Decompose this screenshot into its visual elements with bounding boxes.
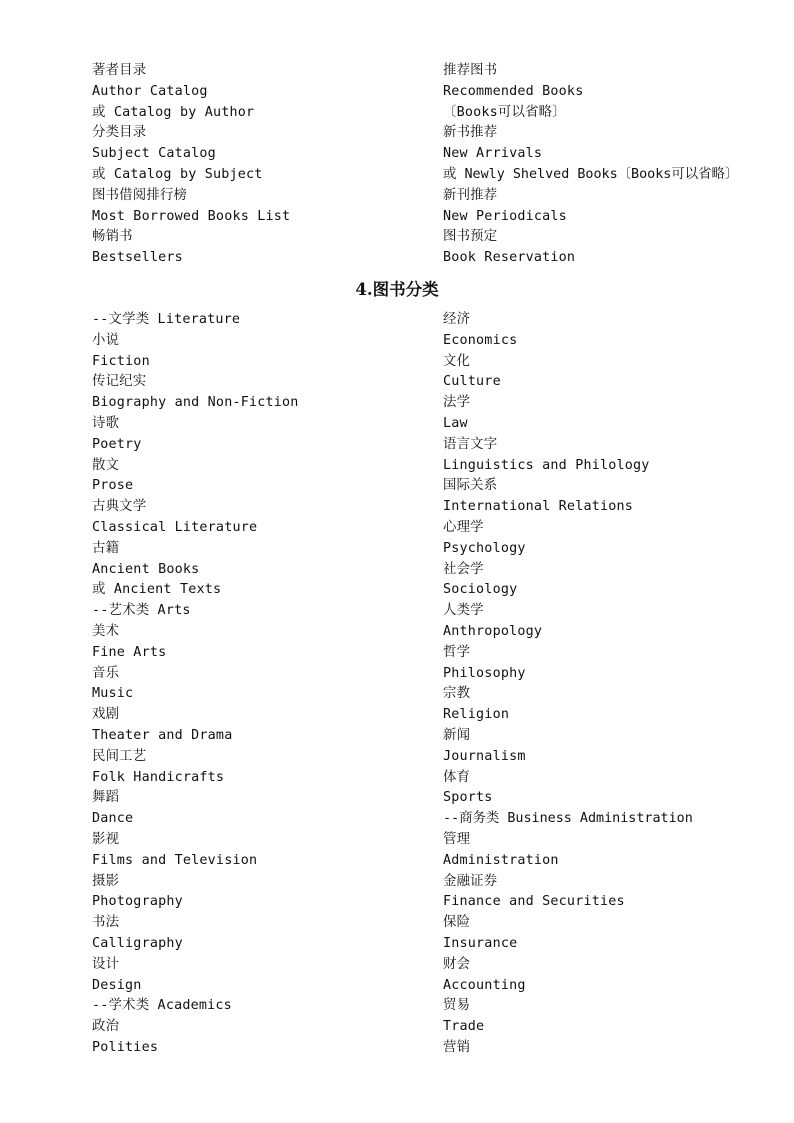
list-item: Recommended Books (443, 83, 584, 99)
list-item: 摄影 (92, 873, 120, 889)
list-item: Photography (92, 894, 183, 910)
list-item: 分类目录 (92, 125, 147, 141)
list-item: 政治 (92, 1019, 120, 1035)
list-item: 或 Catalog by Subject (92, 166, 263, 182)
list-item: Poetry (92, 436, 142, 452)
list-item: New Arrivals (443, 146, 543, 162)
list-item: Sports (443, 790, 493, 806)
list-item: International Relations (443, 499, 634, 515)
list-item: 语言文字 (443, 436, 498, 452)
list-item: 小说 (92, 332, 120, 348)
list-item: 新书推荐 (443, 125, 498, 141)
list-item: 美术 (92, 623, 120, 639)
list-item: --艺术类 Arts (92, 603, 191, 619)
list-item: 舞蹈 (92, 790, 120, 806)
list-item: Theater and Drama (92, 727, 233, 743)
bottom-right-list (443, 310, 693, 1059)
list-item: 财会 (443, 956, 471, 972)
list-item: 国际关系 (443, 478, 498, 494)
list-item: Economics (443, 332, 518, 348)
top-left-list (92, 61, 290, 269)
list-item: Law (443, 415, 468, 431)
list-item: Fine Arts (92, 644, 167, 660)
list-item: --学术类 Academics (92, 998, 232, 1014)
list-item: Films and Television (92, 852, 258, 868)
list-item: 心理学 (443, 519, 484, 535)
list-item: 设计 (92, 956, 120, 972)
list-item: Administration (443, 852, 559, 868)
list-item: 人类学 (443, 603, 484, 619)
list-item: Anthropology (443, 623, 543, 639)
list-item: 体育 (443, 769, 471, 785)
list-item: Calligraphy (92, 935, 183, 951)
list-item: Philosophy (443, 665, 526, 681)
list-item: 新刊推荐 (443, 187, 498, 203)
list-item: Finance and Securities (443, 894, 625, 910)
list-item: Religion (443, 707, 510, 723)
list-item: Biography and Non-Fiction (92, 395, 299, 411)
list-item: 经济 (443, 312, 471, 327)
list-item: 管理 (443, 831, 471, 847)
list-item: Linguistics and Philology (443, 457, 650, 473)
list-item: 古典文学 (92, 499, 147, 515)
list-item: Ancient Books (92, 561, 200, 577)
list-item: Insurance (443, 935, 518, 951)
list-item: New Periodicals (443, 208, 567, 224)
list-item: 散文 (92, 457, 120, 473)
list-item: Prose (92, 478, 134, 494)
list-item: --文学类 Literature (92, 312, 241, 327)
list-item: 金融证券 (443, 873, 498, 889)
list-item: 〔Books可以省略〕 (443, 104, 566, 120)
list-item: 诗歌 (92, 415, 120, 431)
bottom-left-list (92, 310, 299, 1059)
list-item: 戏剧 (92, 707, 120, 723)
list-item: Most Borrowed Books List (92, 208, 291, 224)
top-right-list (443, 61, 738, 269)
list-item: 或 Newly Shelved Books〔Books可以省略〕 (443, 166, 739, 182)
list-item: 新闻 (443, 727, 471, 743)
list-item: Accounting (443, 977, 526, 993)
list-item: Design (92, 977, 142, 993)
list-item: Sociology (443, 582, 518, 598)
list-item: Journalism (443, 748, 526, 764)
list-item: 畅销书 (92, 229, 133, 245)
list-item: 推荐图书 (443, 63, 498, 78)
list-item: 社会学 (443, 561, 484, 577)
list-item: Polities (92, 1039, 159, 1055)
list-item: Fiction (92, 353, 150, 369)
list-item: 古籍 (92, 540, 120, 556)
list-item: --商务类 Business Administration (443, 811, 693, 827)
list-item: 营销 (443, 1039, 471, 1055)
list-item: 或 Ancient Texts (92, 582, 222, 598)
list-item: 传记纪实 (92, 374, 147, 390)
list-item: 或 Catalog by Author (92, 104, 255, 120)
list-item: 著者目录 (92, 63, 147, 78)
list-item: Music (92, 686, 134, 702)
list-item: Subject Catalog (92, 146, 216, 162)
list-item: 保险 (443, 915, 471, 931)
list-item: 影视 (92, 831, 120, 847)
list-item: Dance (92, 811, 134, 827)
list-item: Bestsellers (92, 250, 183, 266)
list-item: 民间工艺 (92, 748, 147, 764)
list-item: Psychology (443, 540, 526, 556)
list-item: Author Catalog (92, 83, 208, 99)
section-heading: 4.图书分类 (355, 280, 439, 299)
list-item: 图书预定 (443, 229, 498, 245)
list-item: 哲学 (443, 644, 471, 660)
list-item: Book Reservation (443, 250, 576, 266)
list-item: Folk Handicrafts (92, 769, 225, 785)
list-item: 宗教 (443, 686, 471, 702)
list-item: 贸易 (443, 998, 471, 1014)
list-item: Culture (443, 374, 501, 390)
list-item: 音乐 (92, 665, 120, 681)
list-item: 文化 (443, 353, 471, 369)
list-item: 书法 (92, 915, 120, 931)
list-item: Trade (443, 1019, 485, 1035)
list-item: Classical Literature (92, 519, 258, 535)
list-item: 图书借阅排行榜 (92, 187, 188, 203)
list-item: 法学 (443, 395, 471, 411)
